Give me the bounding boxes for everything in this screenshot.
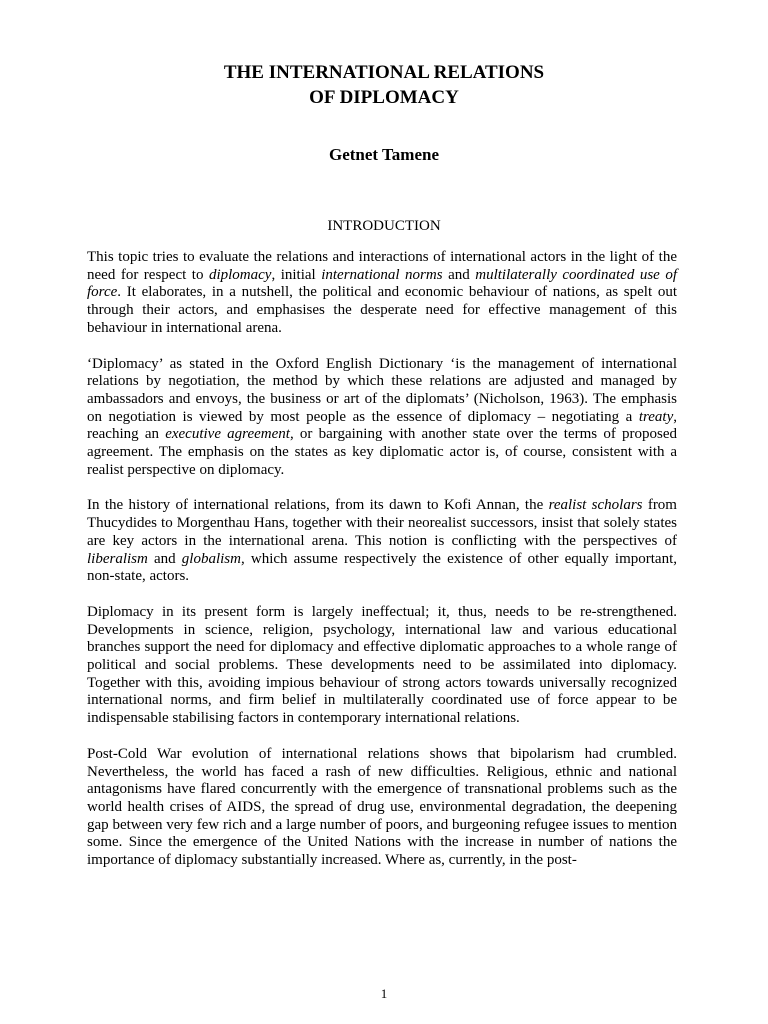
paragraph-text: Diplomacy in its present form is largely ineffectual; it, thus, needs to be re-strengthened. Developments in science, religion, psychology, international law and various educational branches support the need for diplomacy and effective diplomatic approaches to a whole range of political and social problems. These developments need to be assimilated into diplomacy. Together with this, avoiding impious behaviour of strong actors towards universally recognized international norms, and firm belief in multilaterally coordinated use of force appear to be indispensable stabilising factors in contemporary international relations. <box>87 603 677 727</box>
body-text <box>87 249 677 888</box>
emphasis-text: globalism <box>181 550 241 567</box>
paragraph-text: Post-Cold War evolution of international relations shows that bipolarism had crumbled. Nevertheless, the world has faced a rash of new difficulties. Religious, ethnic and national antagonisms have flared concurrently with the emergence of transnational problems such as the world health crises of AIDS, the spread of drug use, environmental degradation, the deepening gap between very few rich and a large number of poors, and burgeoning refugee issues to mention some. Since the emergence of the United Nations with the increase in number of nations the importance of diplomacy substantially increased. Where as, currently, in the post- <box>87 745 677 869</box>
paragraph-text: and <box>442 266 476 283</box>
paragraph-text: In the history of international relations, from its dawn to Kofi Annan, the <box>87 497 549 514</box>
paragraph-3 <box>87 497 677 586</box>
paragraph-1 <box>87 249 677 338</box>
emphasis-text: liberalism <box>87 550 148 567</box>
paragraph-text: ‘Diplomacy’ as stated in the Oxford English Dictionary ‘is the management of international relations by negotiation, the method by which these relations are adjusted and managed by ambassadors and envoys, the business or art of the diplomats’ (Nicholson, 1963). The emphasis on negotiation is viewed by most people as the essence of diplomacy – negotiating a <box>87 355 677 425</box>
paragraph-text: . It elaborates, in a nutshell, the political and economic behaviour of nations, as spelt out through their actors, and emphasises the desperate need for effective management of this behaviour in international arena. <box>87 284 677 336</box>
paragraph-4 <box>87 604 677 728</box>
author-name: Getnet Tamene <box>328 145 440 164</box>
paragraph-text: , which assume respectively the existence of other equally important, non-state, actors. <box>87 550 677 585</box>
page-number: 1 <box>380 986 388 1001</box>
paragraph-text: , or bargaining with another state over the terms of proposed agreement. The emphasis on the states as key diplomatic actor is, of course, consistent with a realist perspective on diplomacy. <box>87 426 678 478</box>
document-title <box>0 60 768 110</box>
section-heading: INTRODUCTION <box>327 218 441 234</box>
emphasis-text: realist scholars <box>548 497 643 514</box>
emphasis-text: multilaterally coordinated use of force <box>87 266 677 301</box>
paragraph-text: , reaching an <box>87 408 677 443</box>
paragraph-text: from Thucydides to Morgenthau Hans, together with their neorealist successors, insist that solely states are key actors in the international arena. This notion is conflicting with the perspectives of <box>87 497 677 549</box>
emphasis-text: diplomacy <box>208 266 272 283</box>
paragraph-5 <box>87 746 677 870</box>
emphasis-text: executive agreement <box>165 426 290 443</box>
emphasis-text: international norms <box>321 266 443 283</box>
paragraph-text: , initial <box>271 266 322 283</box>
title-line-1: THE INTERNATIONAL RELATIONS <box>223 62 545 83</box>
paragraph-text: This topic tries to evaluate the relations and interactions of international actors in the light of the need for respect to <box>87 249 677 283</box>
paragraph-2 <box>87 356 677 480</box>
emphasis-text: treaty <box>638 408 674 425</box>
title-line-2: OF DIPLOMACY <box>309 87 459 108</box>
paragraph-text: and <box>147 550 182 567</box>
